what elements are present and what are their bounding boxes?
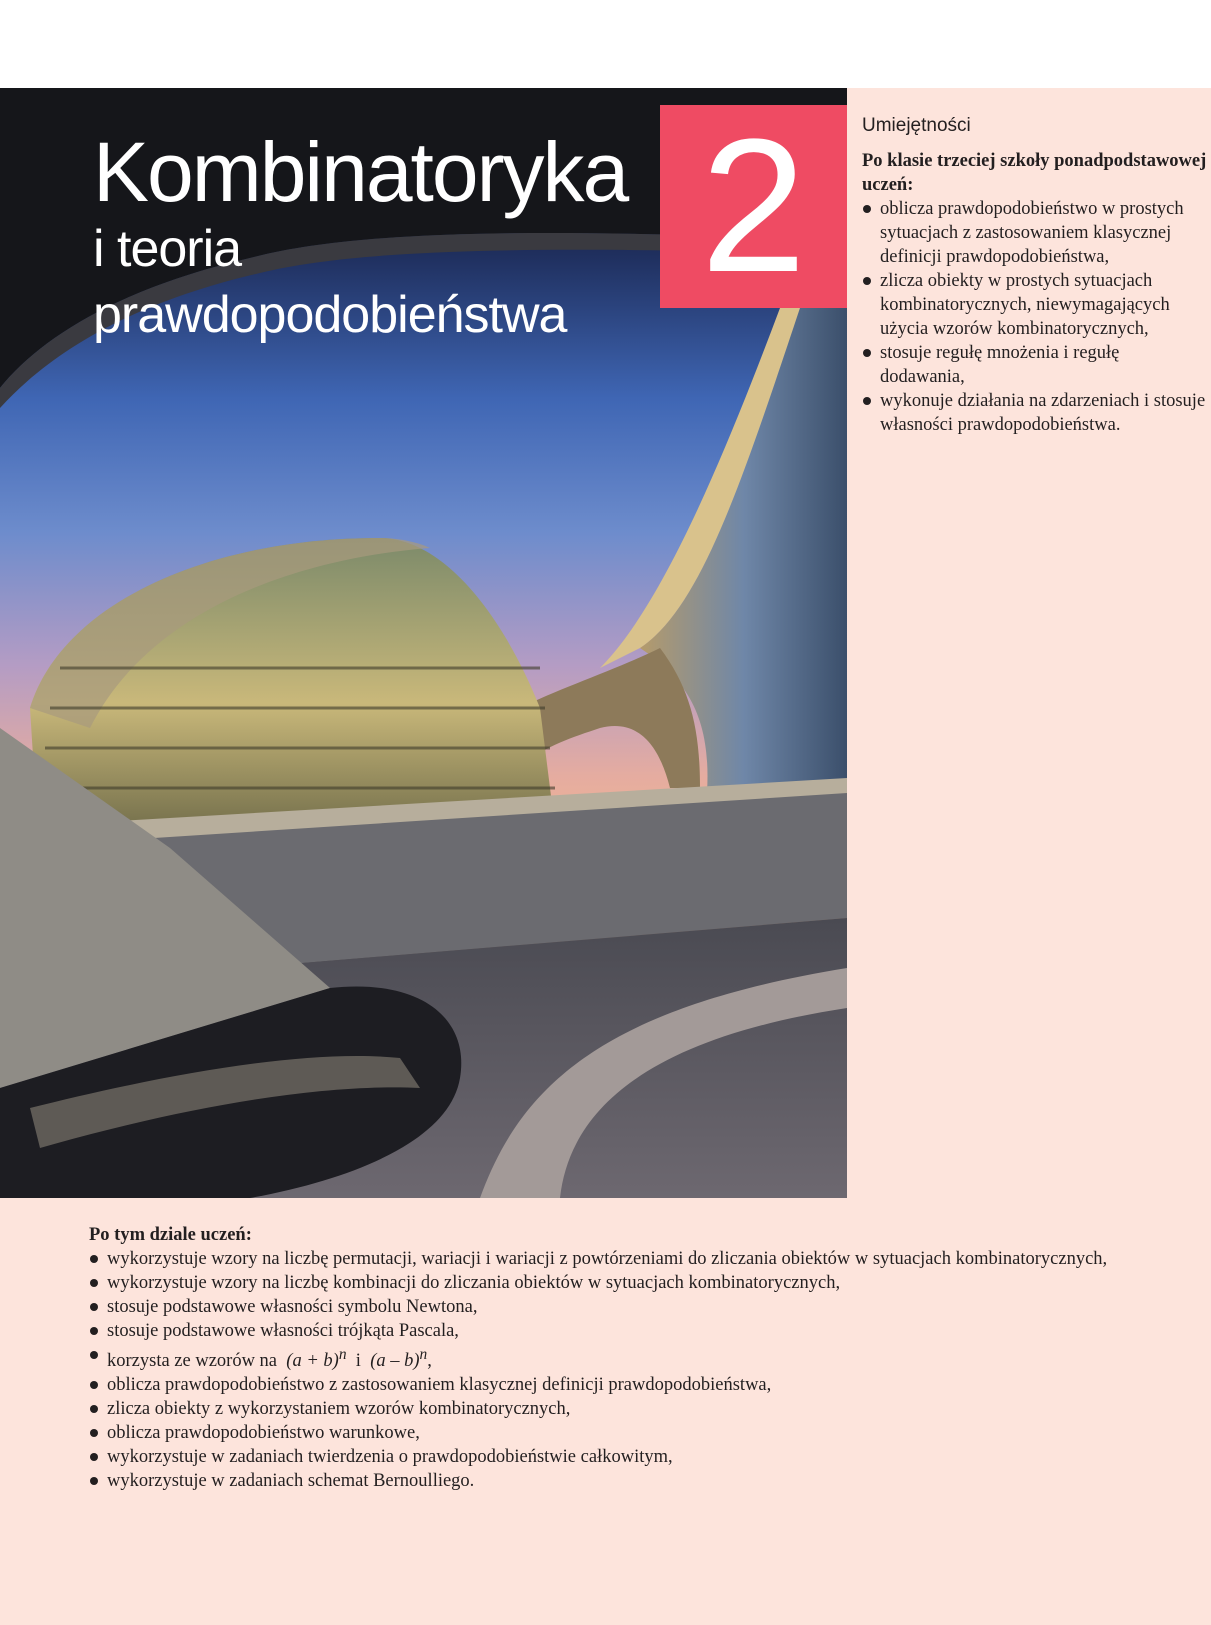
chapter-title: [93, 125, 628, 348]
list-item: zlicza obiekty w prostych sytuacjach kombinatorycznych, niewymagających użycia wzorów kombinatorycznych,: [862, 269, 1207, 341]
list-item: wykorzystuje w zadaniach twierdzenia o prawdopodobieństwie całkowitym,: [89, 1445, 1189, 1469]
formula-a-minus-b: (a – b): [370, 1351, 420, 1372]
outcomes-list: [89, 1247, 1189, 1493]
skills-section: [862, 115, 1207, 437]
title-line-3: prawdopodobieństwa: [93, 286, 567, 344]
chapter-number-box: [660, 100, 847, 312]
formula-exp-2: n: [419, 1346, 428, 1363]
title-main: Kombinatoryka: [93, 125, 628, 219]
formula-a-plus-b: (a + b): [286, 1351, 339, 1372]
list-item: stosuje regułę mnożenia i regułę dodawania,: [862, 341, 1207, 389]
formula-lead: korzysta ze wzorów na: [107, 1351, 278, 1372]
skills-intro: Po klasie trzeciej szkoły ponadpodstawowej uczeń:: [862, 151, 1207, 195]
skills-list: [862, 197, 1207, 437]
title-line-2: i teoria: [93, 220, 242, 278]
list-item: zlicza obiekty z wykorzystaniem wzorów kombinatorycznych,: [89, 1397, 1189, 1421]
list-item: oblicza prawdopodobieństwo z zastosowaniem klasycznej definicji prawdopodobieństwa,: [89, 1373, 1189, 1397]
top-margin: [0, 0, 1211, 88]
list-item: wykorzystuje wzory na liczbę permutacji, wariacji i wariacji z powtórzeniami do zliczania obiektów w sytuacjach kombinatorycznych,: [89, 1247, 1189, 1271]
list-item: wykorzystuje w zadaniach schemat Bernoulliego.: [89, 1469, 1189, 1493]
outcomes-section: [89, 1223, 1189, 1493]
list-item: stosuje podstawowe własności symbolu Newtona,: [89, 1295, 1189, 1319]
formula-conj: i: [355, 1351, 361, 1372]
list-item: oblicza prawdopodobieństwo warunkowe,: [89, 1421, 1189, 1445]
list-item-formula: [89, 1343, 1189, 1373]
chapter-number: 2: [700, 100, 807, 312]
formula-end: ,: [427, 1351, 432, 1372]
skills-heading: Umiejętności: [862, 115, 971, 136]
outcomes-intro: Po tym dziale uczeń:: [89, 1225, 252, 1245]
list-item: wykonuje działania na zdarzeniach i stosuje własności prawdopodobieństwa.: [862, 389, 1207, 437]
list-item: oblicza prawdopodobieństwo w prostych sytuacjach z zastosowaniem klasycznej definicji prawdopodobieństwa,: [862, 197, 1207, 269]
formula-exp-1: n: [338, 1346, 347, 1363]
list-item: wykorzystuje wzory na liczbę kombinacji do zliczania obiektów w sytuacjach kombinatorycznych,: [89, 1271, 1189, 1295]
list-item: stosuje podstawowe własności trójkąta Pascala,: [89, 1319, 1189, 1343]
